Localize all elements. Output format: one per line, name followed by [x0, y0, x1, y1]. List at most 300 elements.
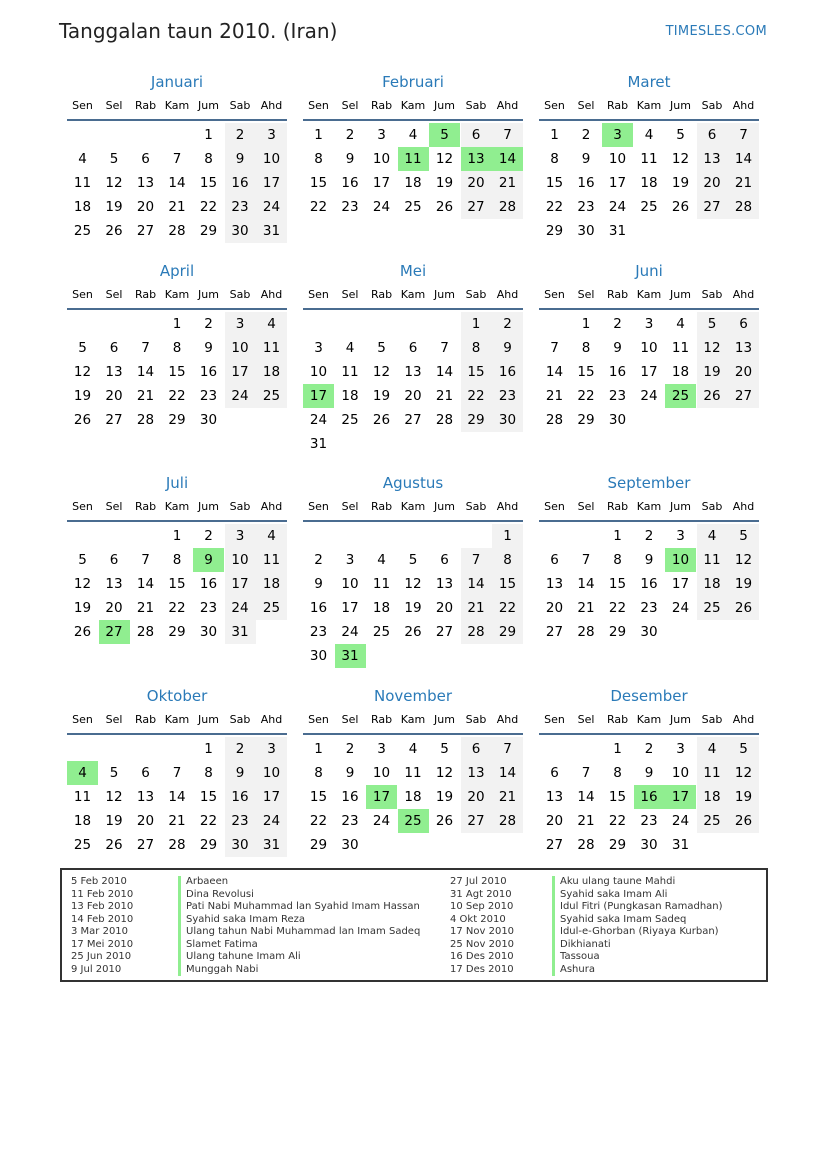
day-cell: 6 — [697, 123, 728, 147]
day-cell: 4 — [697, 737, 728, 761]
weekday-label: Sab — [701, 99, 723, 112]
weekday-label: Rab — [134, 713, 157, 726]
day-cell: 16 — [199, 364, 218, 380]
legend-date: 27 Jul 2010 — [450, 876, 507, 887]
day-cell: 11 — [73, 789, 92, 805]
day-cell: 23 — [577, 199, 595, 215]
weekday-label: Ahd — [260, 99, 283, 112]
day-cell: 6 — [141, 151, 150, 167]
weekday-label: Sen — [308, 288, 329, 301]
day-cell: 10 — [341, 576, 359, 592]
day-cell: 15 — [199, 175, 218, 191]
day-cell: 11 — [671, 340, 690, 356]
day-cell: 27 — [461, 195, 492, 219]
day-cell: 5 — [440, 741, 449, 757]
holiday-day-cell: 3 — [602, 123, 633, 147]
day-cell: 16 — [608, 364, 627, 380]
day-cell: 23 — [199, 388, 218, 404]
month-name: April — [159, 262, 195, 280]
day-cell: 24 — [309, 412, 328, 428]
weekday-label: Sab — [229, 288, 251, 301]
day-cell: 7 — [492, 123, 523, 147]
day-cell: 28 — [492, 809, 523, 833]
day-cell: 17 — [256, 171, 287, 195]
day-cell: 20 — [697, 171, 728, 195]
day-cell: 27 — [136, 837, 155, 853]
weekday-label: Kam — [164, 288, 190, 301]
day-cell: 19 — [728, 572, 759, 596]
weekday-label: Jum — [198, 713, 219, 726]
day-cell: 17 — [671, 576, 690, 592]
day-cell: 21 — [492, 785, 523, 809]
legend-holiday-name: Syahid saka Imam Reza — [178, 914, 420, 927]
weekday-label: Sab — [465, 288, 487, 301]
day-cell: 22 — [577, 388, 595, 404]
day-cell: 12 — [728, 761, 759, 785]
day-cell: 11 — [341, 364, 359, 380]
weekday-label: Ahd — [496, 288, 519, 301]
month-januari — [67, 73, 287, 265]
day-cell: 7 — [728, 123, 759, 147]
legend-date: 17 Des 2010 — [450, 963, 514, 975]
weekday-label: Sab — [701, 500, 723, 513]
month-name: Maret — [627, 73, 671, 91]
day-grid — [303, 522, 523, 666]
day-grid — [539, 522, 759, 666]
legend-left-names — [178, 876, 420, 976]
weekday-label: Jum — [434, 500, 455, 513]
day-cell: 9 — [581, 151, 591, 167]
weekday-label: Ahd — [260, 713, 283, 726]
day-cell: 12 — [435, 765, 454, 781]
weekday-label: Ahd — [732, 288, 755, 301]
weekday-label: Jum — [434, 713, 455, 726]
day-cell: 7 — [172, 765, 182, 781]
day-cell: 1 — [613, 741, 622, 757]
weekday-label: Jum — [670, 288, 691, 301]
month-september — [539, 474, 759, 666]
holiday-day-cell: 13 — [461, 147, 492, 171]
day-cell: 7 — [492, 737, 523, 761]
day-cell: 13 — [404, 364, 422, 380]
weekday-label: Jum — [434, 288, 455, 301]
day-cell: 9 — [644, 765, 654, 781]
day-cell: 7 — [581, 765, 591, 781]
legend-date: 17 Mei 2010 — [71, 938, 134, 950]
month-name: Januari — [150, 73, 204, 91]
day-cell: 10 — [256, 147, 287, 171]
day-cell: 7 — [461, 548, 492, 572]
legend-date: 17 Nov 2010 — [450, 926, 515, 937]
day-cell: 6 — [461, 737, 492, 761]
day-cell: 14 — [577, 576, 595, 592]
weekday-label: Sel — [341, 500, 359, 513]
day-cell: 3 — [256, 737, 287, 761]
day-cell: 12 — [73, 576, 92, 592]
legend-right-names — [552, 876, 723, 976]
weekday-label: Ahd — [260, 288, 283, 301]
day-cell: 8 — [550, 151, 559, 167]
day-cell: 17 — [640, 364, 658, 380]
day-cell: 3 — [314, 340, 323, 356]
day-cell: 11 — [404, 765, 422, 781]
day-cell: 30 — [199, 624, 218, 640]
day-cell: 28 — [168, 837, 186, 853]
day-cell: 27 — [136, 223, 155, 239]
weekday-label: Sen — [72, 713, 93, 726]
weekday-label: Ahd — [732, 713, 755, 726]
day-cell: 21 — [435, 388, 454, 404]
weekday-label: Sel — [105, 500, 123, 513]
weekday-label: Rab — [370, 713, 393, 726]
day-cell: 8 — [492, 548, 523, 572]
day-cell: 29 — [492, 620, 523, 644]
day-cell: 6 — [440, 552, 449, 568]
weekday-label: Rab — [606, 713, 629, 726]
weekday-header — [303, 95, 523, 121]
weekday-label: Sen — [544, 713, 565, 726]
day-cell: 1 — [581, 316, 591, 332]
day-cell: 6 — [461, 123, 492, 147]
holiday-day-cell: 10 — [665, 548, 696, 572]
day-cell: 16 — [199, 576, 218, 592]
day-grid — [303, 735, 523, 879]
month-juni — [539, 262, 759, 454]
weekday-header — [303, 496, 523, 522]
weekday-label: Kam — [636, 713, 662, 726]
day-cell: 25 — [640, 199, 658, 215]
day-cell: 5 — [109, 151, 119, 167]
day-cell: 26 — [73, 624, 92, 640]
day-cell: 11 — [640, 151, 658, 167]
day-cell: 10 — [309, 364, 328, 380]
day-cell: 17 — [608, 175, 627, 191]
day-cell: 2 — [225, 123, 256, 147]
day-cell: 24 — [608, 199, 627, 215]
day-cell: 16 — [640, 576, 658, 592]
day-cell: 31 — [225, 620, 256, 644]
day-cell: 28 — [136, 624, 155, 640]
day-cell: 23 — [640, 813, 658, 829]
day-cell: 19 — [105, 199, 123, 215]
day-cell: 3 — [377, 741, 386, 757]
day-grid — [539, 310, 759, 454]
day-cell: 14 — [728, 147, 759, 171]
day-cell: 15 — [492, 572, 523, 596]
day-cell: 9 — [204, 340, 213, 356]
weekday-label: Sel — [105, 713, 123, 726]
day-cell: 21 — [577, 813, 595, 829]
day-cell: 9 — [345, 765, 355, 781]
day-cell: 18 — [341, 388, 359, 404]
day-cell: 24 — [256, 195, 287, 219]
holiday-day-cell: 17 — [303, 384, 334, 408]
month-oktober — [67, 687, 287, 879]
day-cell: 11 — [256, 336, 287, 360]
day-cell: 13 — [545, 576, 564, 592]
weekday-label: Sen — [72, 288, 93, 301]
weekday-header — [67, 496, 287, 522]
day-cell: 21 — [545, 388, 564, 404]
day-cell: 2 — [345, 127, 355, 143]
legend-holiday-name: Pati Nabi Muhammad lan Syahid Imam Hassan — [178, 901, 420, 914]
day-cell: 23 — [608, 388, 627, 404]
day-cell: 29 — [461, 408, 492, 432]
weekday-label: Ahd — [732, 99, 755, 112]
day-grid — [67, 310, 287, 454]
day-cell: 26 — [105, 837, 123, 853]
legend-right-dates — [450, 876, 514, 976]
day-cell: 4 — [676, 316, 685, 332]
weekday-header — [539, 496, 759, 522]
day-cell: 19 — [728, 785, 759, 809]
day-cell: 10 — [372, 765, 391, 781]
weekday-label: Rab — [370, 99, 393, 112]
month-name: Februari — [382, 73, 444, 91]
holiday-day-cell: 25 — [665, 384, 696, 408]
day-cell: 18 — [671, 364, 690, 380]
day-cell: 12 — [728, 548, 759, 572]
day-cell: 1 — [461, 312, 492, 336]
day-cell: 31 — [309, 436, 328, 452]
day-cell: 1 — [492, 524, 523, 548]
day-cell: 18 — [256, 572, 287, 596]
day-cell: 6 — [109, 340, 119, 356]
day-cell: 27 — [435, 624, 454, 640]
month-name: Mei — [399, 262, 427, 280]
weekday-label: Kam — [164, 713, 190, 726]
day-cell: 30 — [309, 648, 328, 664]
day-cell: 6 — [109, 552, 119, 568]
day-cell: 5 — [676, 127, 685, 143]
page-title: Tanggalan taun 2010. (Iran) — [59, 19, 338, 43]
legend-date: 4 Okt 2010 — [450, 913, 506, 925]
day-cell: 13 — [461, 761, 492, 785]
weekday-label: Rab — [606, 288, 629, 301]
legend-date: 25 Jun 2010 — [71, 951, 132, 962]
day-cell: 8 — [314, 765, 323, 781]
day-cell: 26 — [372, 412, 391, 428]
weekday-label: Kam — [164, 99, 190, 112]
day-cell: 28 — [461, 620, 492, 644]
day-cell: 13 — [545, 789, 564, 805]
brand-link[interactable]: TIMESLES.COM — [665, 24, 767, 39]
day-cell: 22 — [608, 600, 627, 616]
day-cell: 1 — [172, 316, 182, 332]
month-name: September — [607, 474, 691, 492]
day-grid — [539, 121, 759, 265]
day-cell: 28 — [728, 195, 759, 219]
day-cell: 21 — [492, 171, 523, 195]
day-cell: 21 — [577, 600, 595, 616]
weekday-label: Sen — [308, 713, 329, 726]
day-cell: 5 — [728, 524, 759, 548]
day-cell: 24 — [671, 813, 690, 829]
day-cell: 10 — [225, 548, 256, 572]
day-cell: 24 — [640, 388, 658, 404]
day-cell: 3 — [644, 316, 654, 332]
day-cell: 7 — [141, 340, 150, 356]
day-cell: 27 — [728, 384, 759, 408]
day-cell: 10 — [225, 336, 256, 360]
day-cell: 18 — [697, 572, 728, 596]
weekday-label: Sel — [577, 99, 595, 112]
weekday-label: Sen — [308, 99, 329, 112]
day-cell: 15 — [168, 576, 186, 592]
day-cell: 9 — [644, 552, 654, 568]
day-cell: 2 — [345, 741, 355, 757]
legend-holiday-name: Ulang tahun Nabi Muhammad lan Imam Sadeq — [178, 926, 420, 939]
day-cell: 30 — [492, 408, 523, 432]
day-cell: 17 — [225, 360, 256, 384]
day-cell: 8 — [204, 765, 213, 781]
weekday-label: Ahd — [260, 500, 283, 513]
day-cell: 25 — [697, 596, 728, 620]
day-cell: 23 — [492, 384, 523, 408]
day-cell: 23 — [309, 624, 328, 640]
day-cell: 3 — [345, 552, 355, 568]
day-cell: 14 — [492, 761, 523, 785]
day-cell: 14 — [545, 364, 564, 380]
day-cell: 17 — [372, 175, 391, 191]
day-cell: 1 — [314, 741, 323, 757]
day-cell: 20 — [435, 600, 454, 616]
day-cell: 6 — [550, 765, 559, 781]
day-cell: 11 — [73, 175, 92, 191]
legend-holiday-name: Syahid saka Imam Sadeq — [552, 914, 723, 927]
day-cell: 26 — [697, 384, 728, 408]
day-cell: 2 — [204, 528, 213, 544]
day-grid — [67, 522, 287, 666]
weekday-label: Kam — [164, 500, 190, 513]
day-cell: 21 — [168, 813, 186, 829]
day-cell: 18 — [697, 785, 728, 809]
day-cell: 23 — [225, 195, 256, 219]
day-cell: 21 — [136, 388, 155, 404]
day-cell: 18 — [640, 175, 658, 191]
holiday-legend — [60, 868, 768, 982]
day-cell: 19 — [404, 600, 422, 616]
day-cell: 10 — [256, 761, 287, 785]
day-cell: 12 — [671, 151, 690, 167]
day-cell: 27 — [105, 412, 123, 428]
day-cell: 20 — [728, 360, 759, 384]
day-cell: 21 — [728, 171, 759, 195]
weekday-label: Sab — [229, 500, 251, 513]
day-cell: 18 — [404, 175, 422, 191]
day-cell: 19 — [73, 388, 92, 404]
day-cell: 30 — [341, 837, 359, 853]
day-cell: 16 — [309, 600, 328, 616]
day-cell: 10 — [608, 151, 627, 167]
day-cell: 15 — [608, 576, 627, 592]
day-cell: 5 — [697, 312, 728, 336]
day-cell: 22 — [199, 813, 218, 829]
day-cell: 29 — [545, 223, 564, 239]
weekday-header — [67, 95, 287, 121]
day-cell: 11 — [697, 548, 728, 572]
day-cell: 9 — [314, 576, 323, 592]
holiday-day-cell: 5 — [429, 123, 460, 147]
weekday-header — [539, 709, 759, 735]
day-cell: 16 — [341, 789, 359, 805]
day-cell: 14 — [435, 364, 454, 380]
day-cell: 22 — [168, 600, 186, 616]
weekday-label: Sab — [465, 99, 487, 112]
day-cell: 8 — [613, 765, 622, 781]
day-cell: 4 — [256, 524, 287, 548]
day-cell: 8 — [581, 340, 591, 356]
legend-holiday-name: Ashura — [552, 964, 723, 977]
day-cell: 20 — [545, 600, 564, 616]
weekday-label: Sen — [544, 500, 565, 513]
day-cell: 29 — [309, 837, 328, 853]
day-cell: 30 — [640, 624, 658, 640]
weekday-label: Sab — [229, 99, 251, 112]
day-cell: 28 — [577, 624, 595, 640]
weekday-header — [303, 709, 523, 735]
holiday-day-cell: 9 — [193, 548, 224, 572]
day-cell: 31 — [671, 837, 690, 853]
day-cell: 18 — [73, 199, 92, 215]
day-cell: 25 — [256, 596, 287, 620]
day-cell: 15 — [199, 789, 218, 805]
weekday-label: Jum — [434, 99, 455, 112]
weekday-label: Kam — [636, 288, 662, 301]
day-cell: 5 — [78, 552, 87, 568]
legend-holiday-name: Slamet Fatima — [178, 939, 420, 952]
day-cell: 13 — [136, 789, 155, 805]
month-name: Juli — [165, 474, 189, 492]
holiday-day-cell: 16 — [634, 785, 665, 809]
legend-date: 31 Agt 2010 — [450, 888, 512, 900]
holiday-day-cell: 11 — [398, 147, 429, 171]
day-cell: 1 — [172, 528, 182, 544]
day-cell: 12 — [404, 576, 422, 592]
day-cell: 25 — [697, 809, 728, 833]
legend-date: 5 Feb 2010 — [71, 876, 127, 887]
weekday-label: Sab — [465, 500, 487, 513]
legend-holiday-name: Tassoua — [552, 951, 723, 964]
day-cell: 2 — [225, 737, 256, 761]
day-cell: 24 — [341, 624, 359, 640]
legend-date: 16 Des 2010 — [450, 951, 514, 962]
day-cell: 28 — [492, 195, 523, 219]
weekday-header — [67, 284, 287, 310]
day-grid — [67, 121, 287, 265]
day-cell: 23 — [225, 809, 256, 833]
day-cell: 24 — [372, 199, 391, 215]
day-cell: 12 — [372, 364, 391, 380]
day-cell: 27 — [697, 195, 728, 219]
day-cell: 22 — [168, 388, 186, 404]
day-cell: 4 — [697, 524, 728, 548]
weekday-label: Jum — [198, 288, 219, 301]
weekday-label: Rab — [606, 99, 629, 112]
day-cell: 30 — [577, 223, 595, 239]
day-cell: 6 — [408, 340, 418, 356]
day-cell: 25 — [341, 412, 359, 428]
day-cell: 18 — [404, 789, 422, 805]
day-cell: 8 — [172, 552, 182, 568]
legend-holiday-name: Dina Revolusi — [178, 889, 420, 902]
day-cell: 30 — [199, 412, 218, 428]
weekday-label: Sab — [465, 713, 487, 726]
day-cell: 2 — [644, 528, 654, 544]
day-cell: 4 — [408, 741, 418, 757]
day-cell: 24 — [225, 384, 256, 408]
day-cell: 26 — [728, 809, 759, 833]
